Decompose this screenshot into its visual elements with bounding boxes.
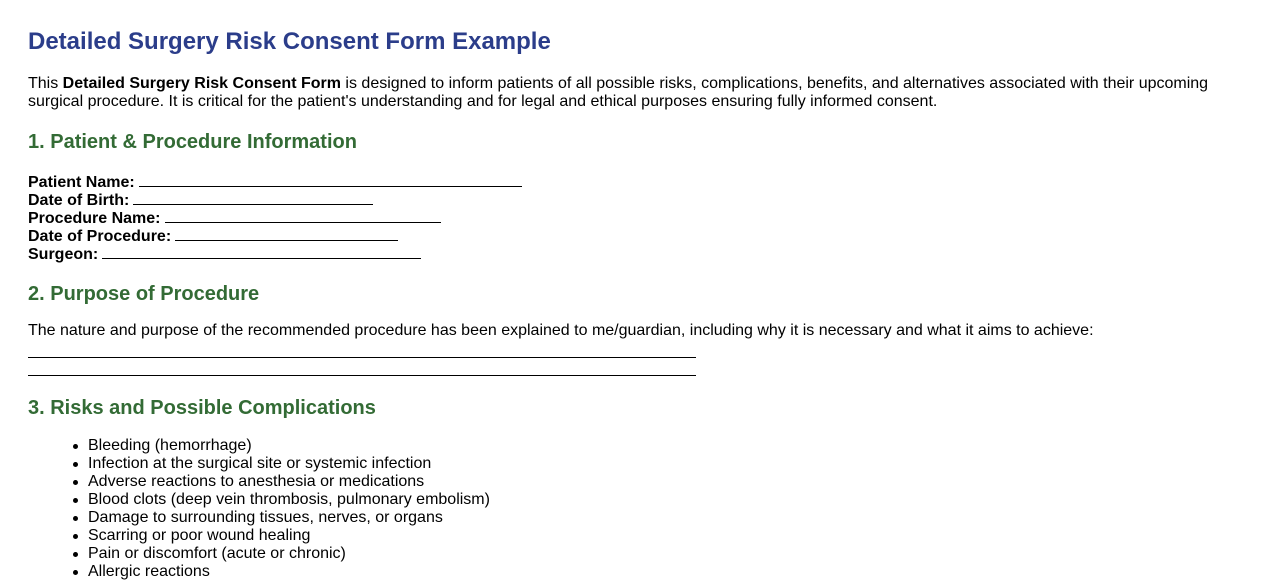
list-item: Infection at the surgical site or systemic infection [88,455,490,473]
procedure-name-blank[interactable] [165,208,441,223]
intro-paragraph [28,75,1228,111]
field-label: Procedure Name: [28,210,161,227]
list-item: Bleeding (hemorrhage) [88,437,490,455]
purpose-text: The nature and purpose of the recommended procedure has been explained to me/guardian, including why it is necessary and what it aims to achieve: [28,322,1094,339]
intro-prefix: This [28,75,63,92]
purpose-write-line[interactable] [28,357,696,358]
purpose-write-line[interactable] [28,375,696,376]
field-row-surgeon [28,244,522,262]
date-of-birth-blank[interactable] [133,190,373,205]
date-of-procedure-blank[interactable] [175,226,398,241]
surgeon-blank[interactable] [102,244,421,259]
list-item: Damage to surrounding tissues, nerves, or organs [88,509,490,527]
list-item: Adverse reactions to anesthesia or medications [88,473,490,491]
intro-suffix: is designed to inform patients of all possible risks, complications, benefits, and alternatives associated with their upcoming surgical procedure. It is critical for the patient's understanding and for legal and ethical purposes ensuring fully informed consent. [28,75,1209,110]
list-item: Pain or discomfort (acute or chronic) [88,545,490,563]
field-row-patient-name [28,172,522,190]
field-label: Date of Procedure: [28,228,172,245]
patient-info-fields [28,172,522,262]
intro-form-name: Detailed Surgery Risk Consent Form [62,75,341,92]
page-title: Detailed Surgery Risk Consent Form Example [28,28,551,55]
field-row-date-of-procedure [28,226,522,244]
field-label: Date of Birth: [28,192,130,209]
list-item: Allergic reactions [88,563,490,581]
patient-name-blank[interactable] [139,172,522,187]
risk-list [28,437,490,581]
list-item: Blood clots (deep vein thrombosis, pulmonary embolism) [88,491,490,508]
section-heading-purpose: 2. Purpose of Procedure [28,283,260,305]
field-row-procedure-name [28,208,522,226]
list-item: Scarring or poor wound healing [88,527,490,545]
section-heading-risks: 3. Risks and Possible Complications [28,397,376,419]
field-row-date-of-birth [28,190,522,208]
field-label: Surgeon: [28,246,99,263]
section-heading-patient-info: 1. Patient & Procedure Information [28,131,357,153]
field-label: Patient Name: [28,174,135,191]
